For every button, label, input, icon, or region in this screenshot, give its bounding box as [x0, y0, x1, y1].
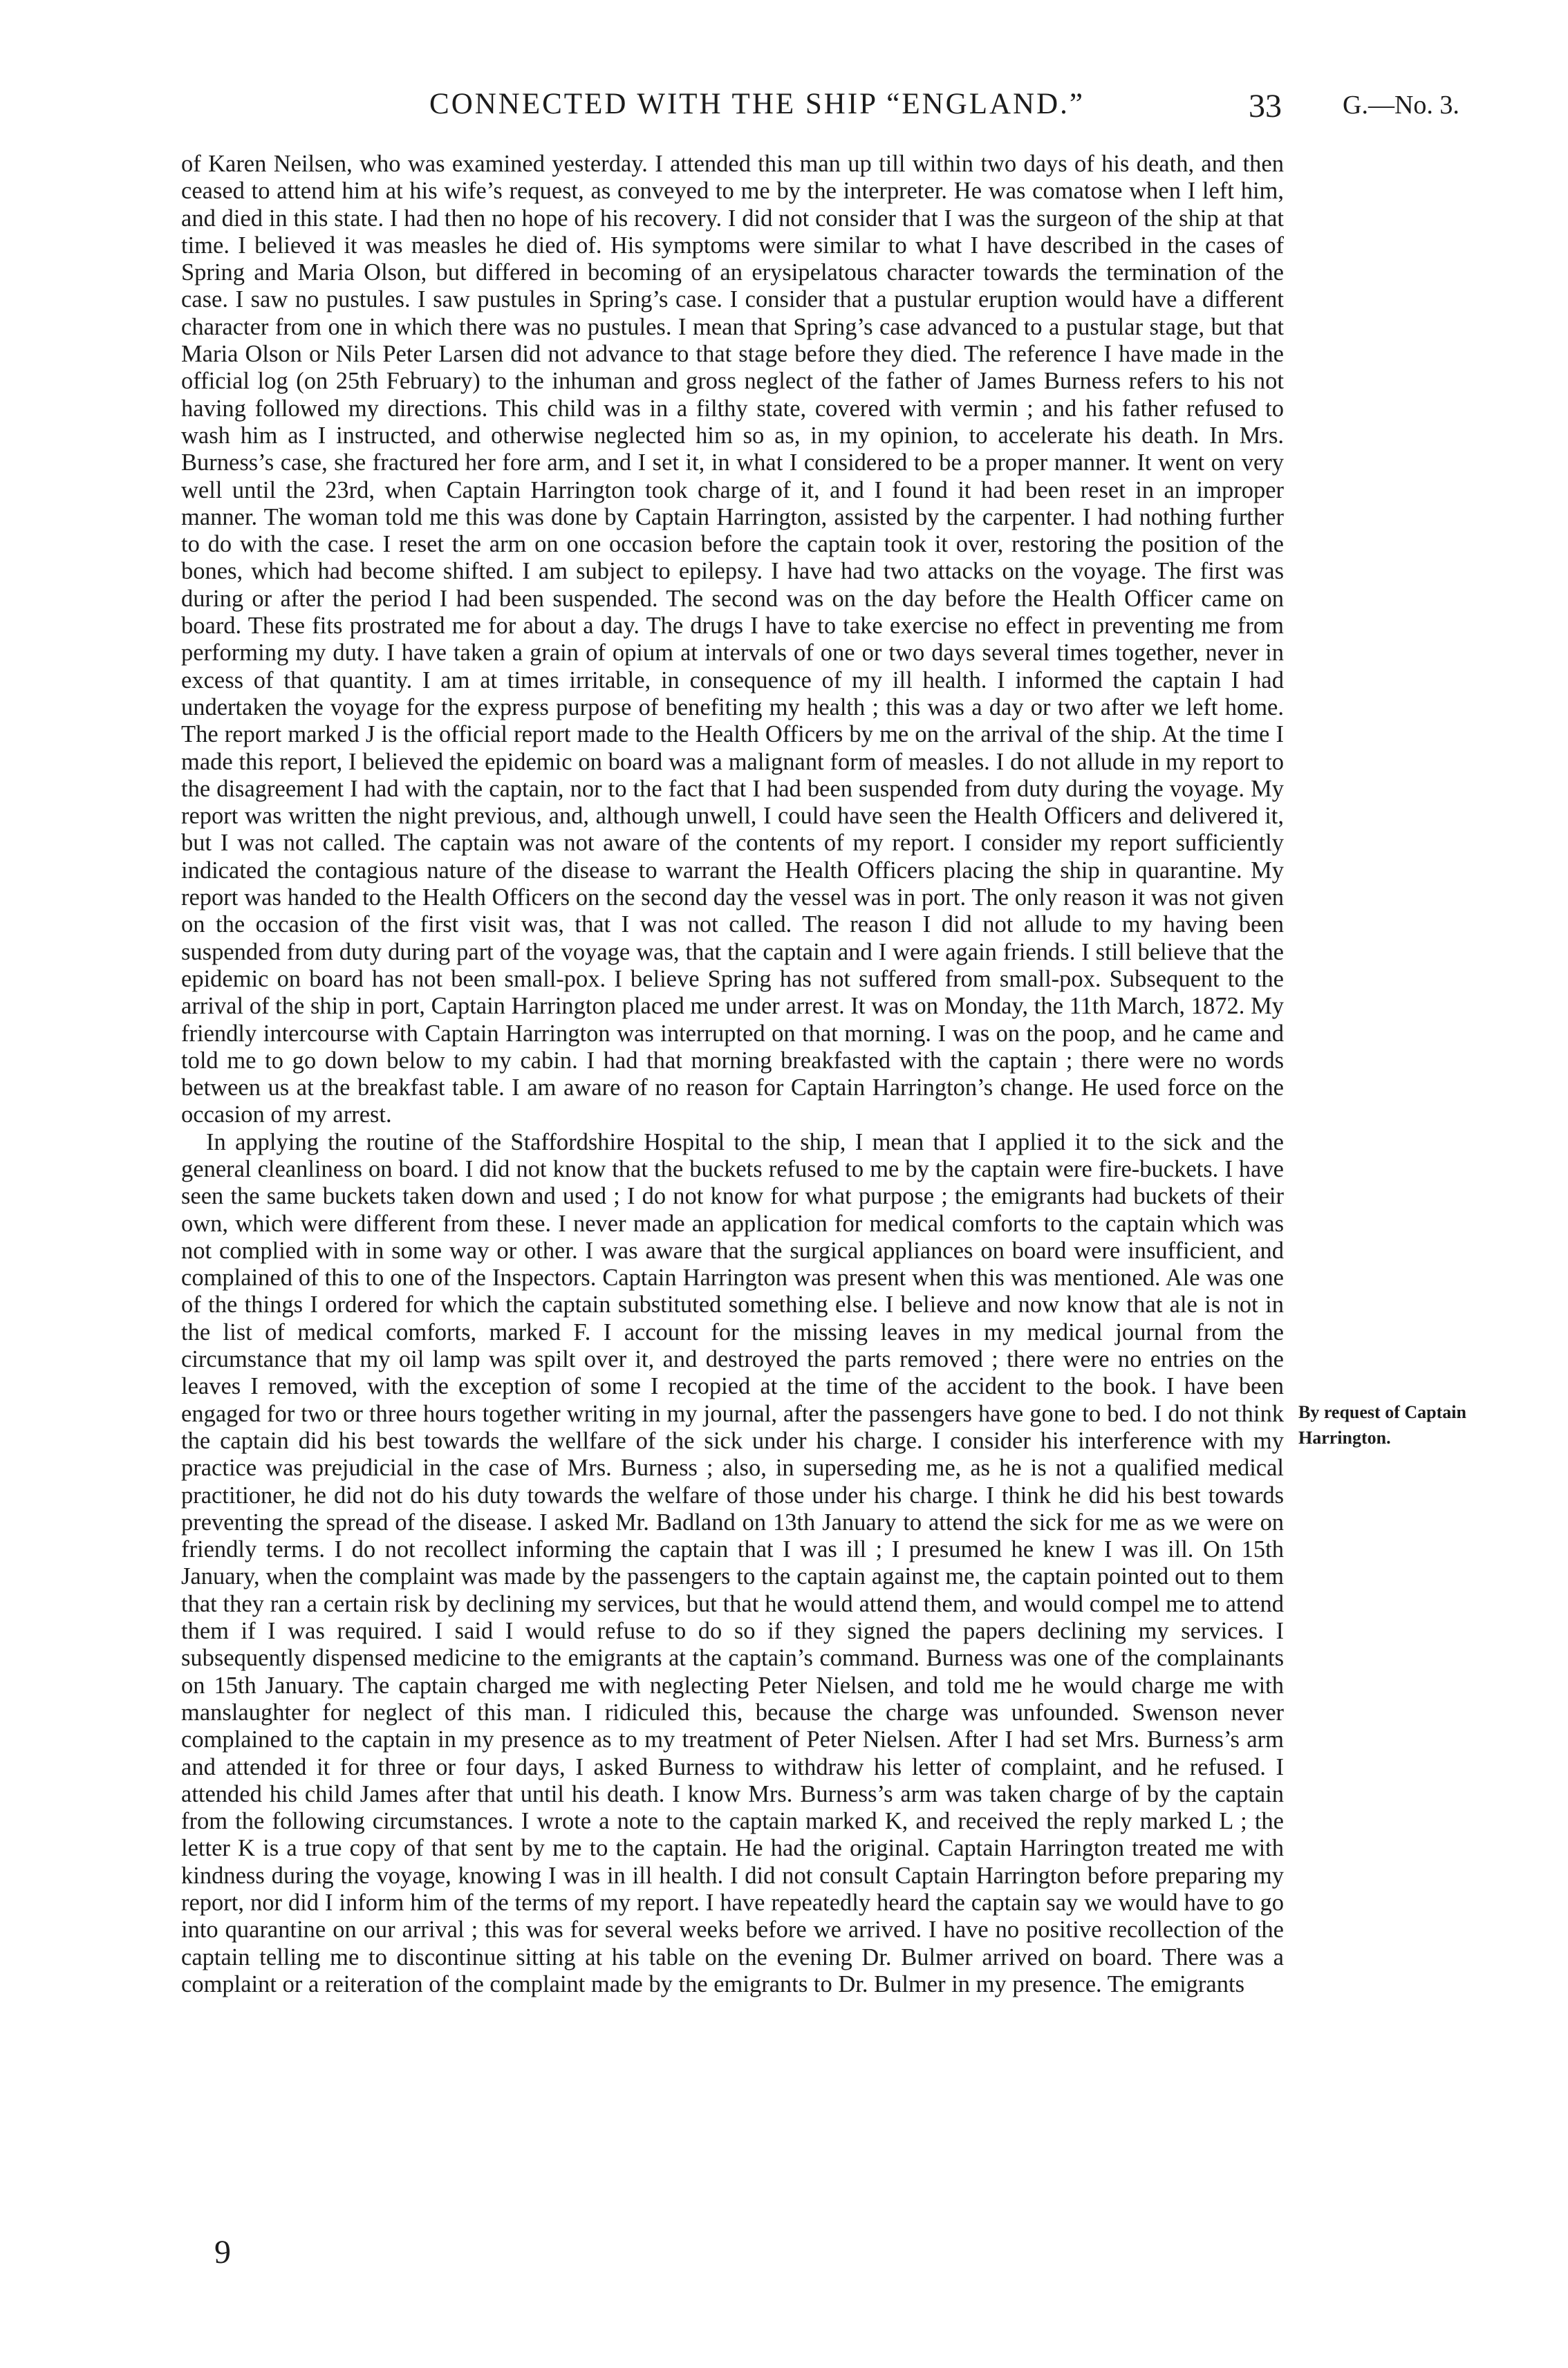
body-paragraph-2: In applying the routine of the Staffordshire Hospital to the ship, I mean that I applied it to the sick and the general cleanliness on board. I did not know that the buckets refused to me by the captain were fire-buckets. I have seen the same buckets taken down and used ; I do not know for what purpose ; the emigrants had buckets of their own, which were different from these. I never made an application for medical comforts to the captain which was not complied with in some way or other. I was aware that the surgical appliances on board were insufficient, and complained of this to one of the Inspectors. Captain Harrington was present when this was mentioned. Ale was one of the things I ordered for which the captain substituted something else. I believe and now know that ale is not in the list of medical comforts, marked F. I account for the missing leaves in my medical journal from the circumstance that my oil lamp was spilt over it, and destroyed the parts removed ; there were no entries on the leaves I removed, with the exception of some I recopied at the time of the accident to the book. I have been engaged for two or three hours together writing in my journal, after the passengers have gone to bed. I do not think the captain did his best towards the wellfare of the sick under his charge. I consider his interference with my practice was prejudicial in the case of Mrs. Burness ; also, in superseding me, as he is not a qualified medical practitioner, he did not do his duty towards the welfare of those under his charge. I think he did his best towards preventing the spread of the disease. I asked Mr. Badland on 13th January to attend the sick for me as we were on friendly terms. I do not recollect informing the captain that I was ill ; I presumed he knew I was ill. On 15th January, when the complaint was made by the passengers to the captain against me, the captain pointed out to them that they ran a certain risk by declining my services, but that he would attend them, and would compel me to attend them if I was required. I said I would refuse to do so if they signed the papers declining my services. I subsequently dispensed medicine to the emigrants at the captain’s command. Burness was one of the complainants on 15th January. The captain charged me with neglecting Peter Nielsen, and told me he would charge me with manslaughter for neglect of this man. I ridiculed this, because the charge was unfounded. Swenson never complained to the captain in my presence as to my treatment of Peter Nielsen. After I had set Mrs. Burness’s arm and attended it for three or four days, I asked Burness to withdraw his letter of complaint, and he refused. I attended his child James after that until his death. I know Mrs. Burness’s arm was taken charge of by the captain from the following circumstances. I wrote a note to the captain marked K, and received the reply marked L ; the letter K is a true copy of that sent by me to the captain. He had the original. Captain Harrington treated me with kindness during the voyage, knowing I was in ill health. I did not consult Captain Harrington before preparing my report, nor did I inform him of the terms of my report. I have repeatedly heard the captain say we would have to go into quarantine on our arrival ; this was for several weeks before we arrived. I have no positive recollection of the captain telling me to discontinue sitting at his table on the evening Dr. Bulmer arrived on board. There was a complaint or a reiteration of the complaint made by the emigrants to Dr. Bulmer in my presence. The emigrants — [181, 1128, 1284, 1997]
paper-series-reference: G.—No. 3. — [1343, 91, 1459, 120]
body-paragraph-1: of Karen Neilsen, who was examined yesterday. I attended this man up till within two days of his death, and then ceased to attend him at his wife’s request, as conveyed to me by the interpreter. He was comatose when I left him, and died in this state. I had then no hope of his recovery. I did not consider that I was the surgeon of the ship at that time. I believed it was measles he died of. His symptoms were similar to what I have described in the cases of Spring and Maria Olson, but differed in becoming of an erysipelatous character towards the termination of the case. I saw no pustules. I saw pustules in Spring’s case. I consider that a pustular eruption would have a different character from one in which there was no pustules. I mean that Spring’s case advanced to a pustular stage, but that Maria Olson or Nils Peter Larsen did not advance to that stage before they died. The reference I have made in the official log (on 25th February) to the inhuman and gross neglect of the father of James Burness refers to his not having followed my directions. This child was in a filthy state, covered with vermin ; and his father refused to wash him as I instructed, and otherwise neglected him so as, in my opinion, to accelerate his death. In Mrs. Burness’s case, she fractured her fore arm, and I set it, in what I considered to be a proper manner. It went on very well until the 23rd, when Captain Harrington took charge of it, and I found it had been reset in an improper manner. The woman told me this was done by Captain Harrington, assisted by the carpenter. I had nothing further to do with the case. I reset the arm on one occasion before the captain took it over, restoring the position of the bones, which had become shifted. I am subject to epilepsy. I have had two attacks on the voyage. The first was during or after the period I had been suspended. The second was on the day before the Health Officer came on board. These fits prostrated me for about a day. The drugs I have to take exercise no effect in preventing me from performing my duty. I have taken a grain of opium at intervals of one or two days several times together, never in excess of that quantity. I am at times irritable, in consequence of my ill health. I informed the captain I had undertaken the voyage for the express purpose of benefiting my health ; this was a day or two after we left home. The report marked J is the official report made to the Health Officers by me on the arrival of the ship. At the time I made this report, I believed the epidemic on board was a malignant form of measles. I do not allude in my report to the disagreement I had with the captain, nor to the fact that I had been suspended from duty during the voyage. My report was written the night previous, and, although unwell, I could have seen the Health Officers and delivered it, but I was not called. The captain was not aware of the contents of my report. I consider my report sufficiently indicated the contagious nature of the disease to warrant the Health Officers placing the ship in quarantine. My report was handed to the Health Officers on the second day the vessel was in port. The only reason it was not given on the occasion of the first visit was, that I was not called. The reason I did not allude to my having been suspended from duty during part of the voyage was, that the captain and I were again friends. I still believe that the epidemic on board has not been small-pox. I believe Spring has not suffered from small-pox. Subsequent to the arrival of the ship in port, Captain Harrington placed me under arrest. It was on Monday, the 11th March, 1872. My friendly intercourse with Captain Harrington was interrupted on that morning. I was on the poop, and he came and told me to go down below to my cabin. I had that morning breakfasted with the captain ; there were no words between us at the breakfast table. I am aware of no reason for Captain Harrington’s change. He used force on the occasion of my arrest. — [181, 151, 1284, 1128]
signature-mark: 9 — [214, 2234, 231, 2271]
page-header — [0, 87, 1568, 142]
margin-note: By request of Captain Harrington. — [1298, 1402, 1466, 1448]
body-text — [181, 151, 1284, 1998]
page-number: 33 — [1249, 88, 1282, 124]
running-title: CONNECTED WITH THE SHIP “ENGLAND.” — [429, 88, 1085, 120]
